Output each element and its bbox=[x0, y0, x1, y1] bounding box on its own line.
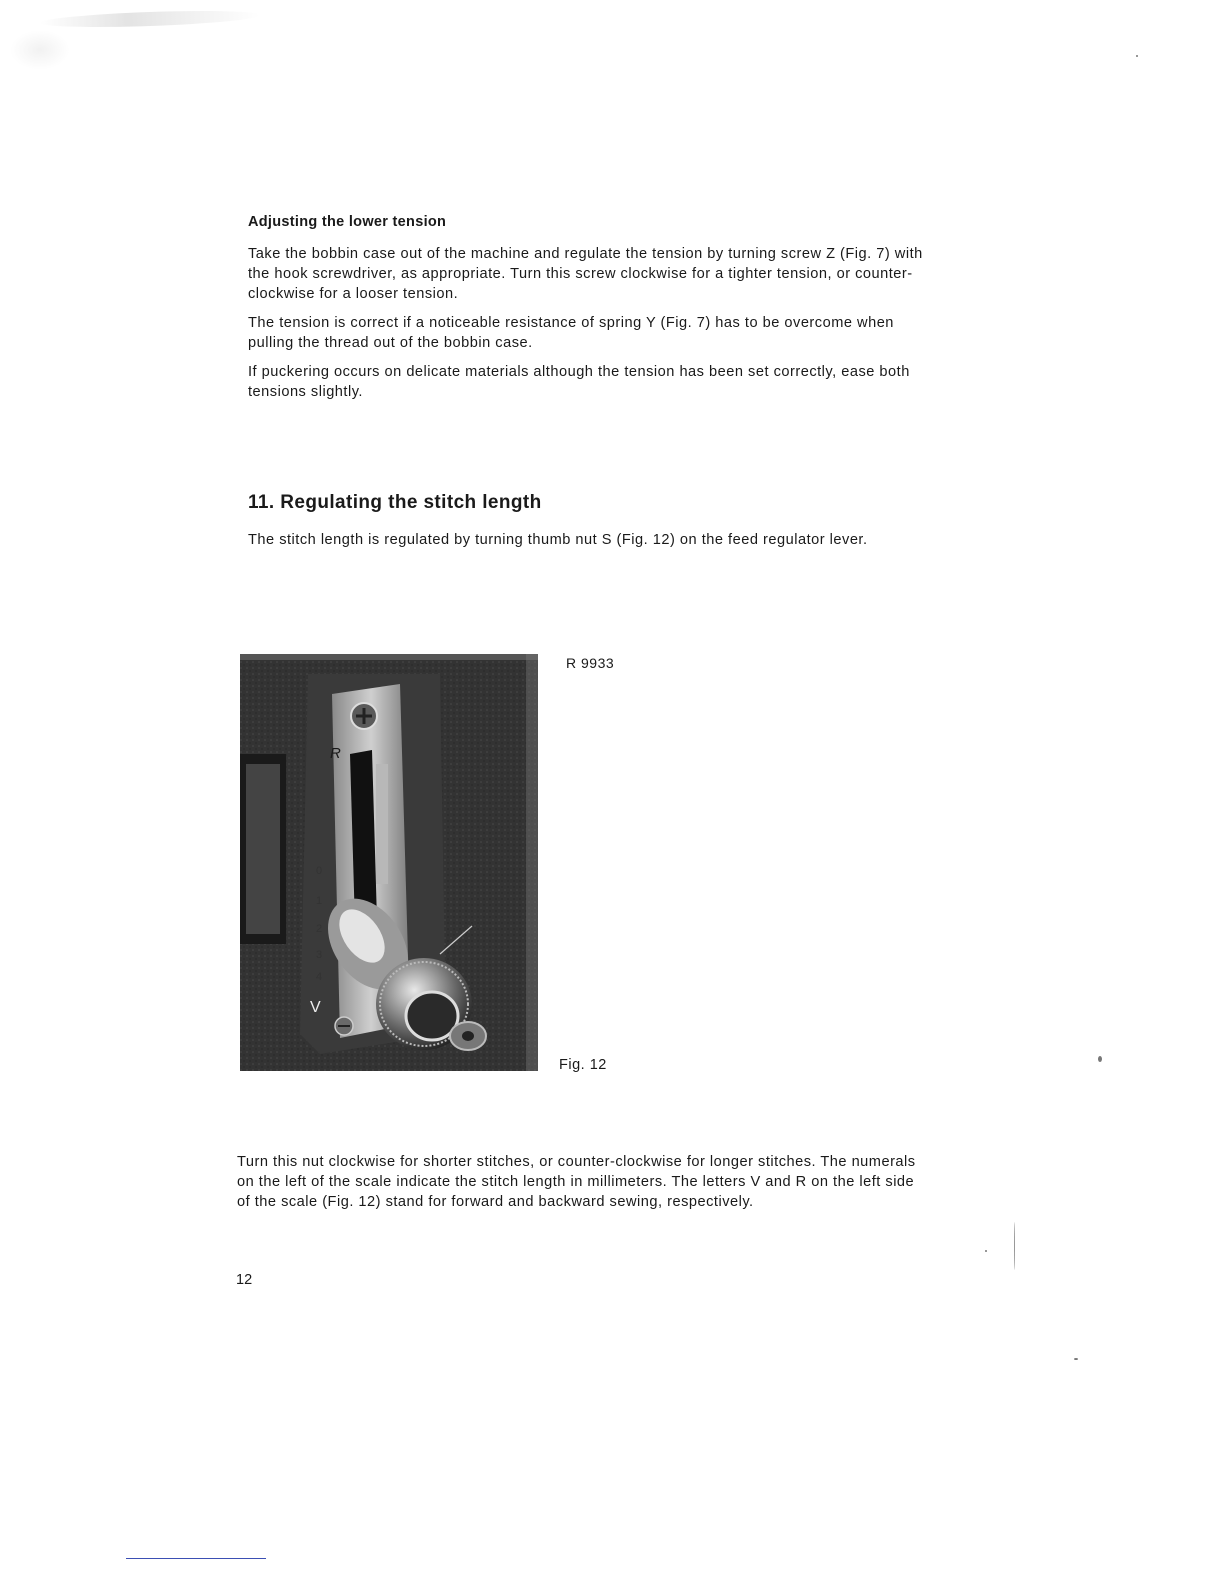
section-title: 11. Regulating the stitch length bbox=[248, 492, 542, 513]
scan-smudge bbox=[40, 8, 260, 30]
after-figure-section bbox=[237, 1152, 927, 1221]
scale-letter-r: R bbox=[330, 745, 341, 762]
scan-speck bbox=[1098, 1056, 1102, 1062]
scan-speck bbox=[1014, 1222, 1015, 1270]
scale-numeral: 2 bbox=[316, 923, 323, 935]
scale-numeral: 3 bbox=[316, 949, 323, 961]
section-heading: Adjusting the lower tension bbox=[248, 214, 447, 230]
paragraph: The tension is correct if a noticeable resistance of spring Y (Fig. 7) has to be overcome when pulling the thread out of the bobbin case. bbox=[248, 315, 894, 351]
scale-numeral: 4 bbox=[316, 971, 323, 983]
paragraph: Turn this nut clockwise for shorter stitches, or counter-clockwise for longer stitches. The numerals on the left of the scale indicate the stitch length in millimeters. The letters V and R on the left side of the scale (Fig. 12) stand for forward and backward sewing, respectively. bbox=[237, 1154, 916, 1210]
figure-caption: Fig. 12 bbox=[559, 1057, 607, 1073]
scan-smudge bbox=[10, 30, 70, 70]
scale-letter-v: V bbox=[310, 999, 321, 1016]
figure-code: R 9933 bbox=[566, 655, 615, 671]
page-number: 12 bbox=[236, 1272, 253, 1288]
stitch-length-section bbox=[248, 492, 938, 559]
paragraph: The stitch length is regulated by turning thumb nut S (Fig. 12) on the feed regulator lever. bbox=[248, 532, 868, 548]
scan-speck bbox=[1136, 55, 1138, 57]
scan-speck bbox=[985, 1250, 987, 1252]
figure-photo bbox=[240, 654, 538, 1071]
footer-rule bbox=[126, 1558, 266, 1559]
scan-speck bbox=[1074, 1358, 1078, 1360]
paragraph: If puckering occurs on delicate materials although the tension has been set correctly, ease both tensions slightly. bbox=[248, 364, 910, 400]
lower-tension-section bbox=[248, 214, 938, 411]
scale-numeral: 1 bbox=[316, 895, 323, 907]
paragraph: Take the bobbin case out of the machine and regulate the tension by turning screw Z (Fig. 7) with the hook screwdriver, as appropriate. Turn this screw clockwise for a tighter tension, or counter-clockwise for a looser tension. bbox=[248, 246, 923, 302]
scale-numeral: 0 bbox=[316, 865, 323, 877]
